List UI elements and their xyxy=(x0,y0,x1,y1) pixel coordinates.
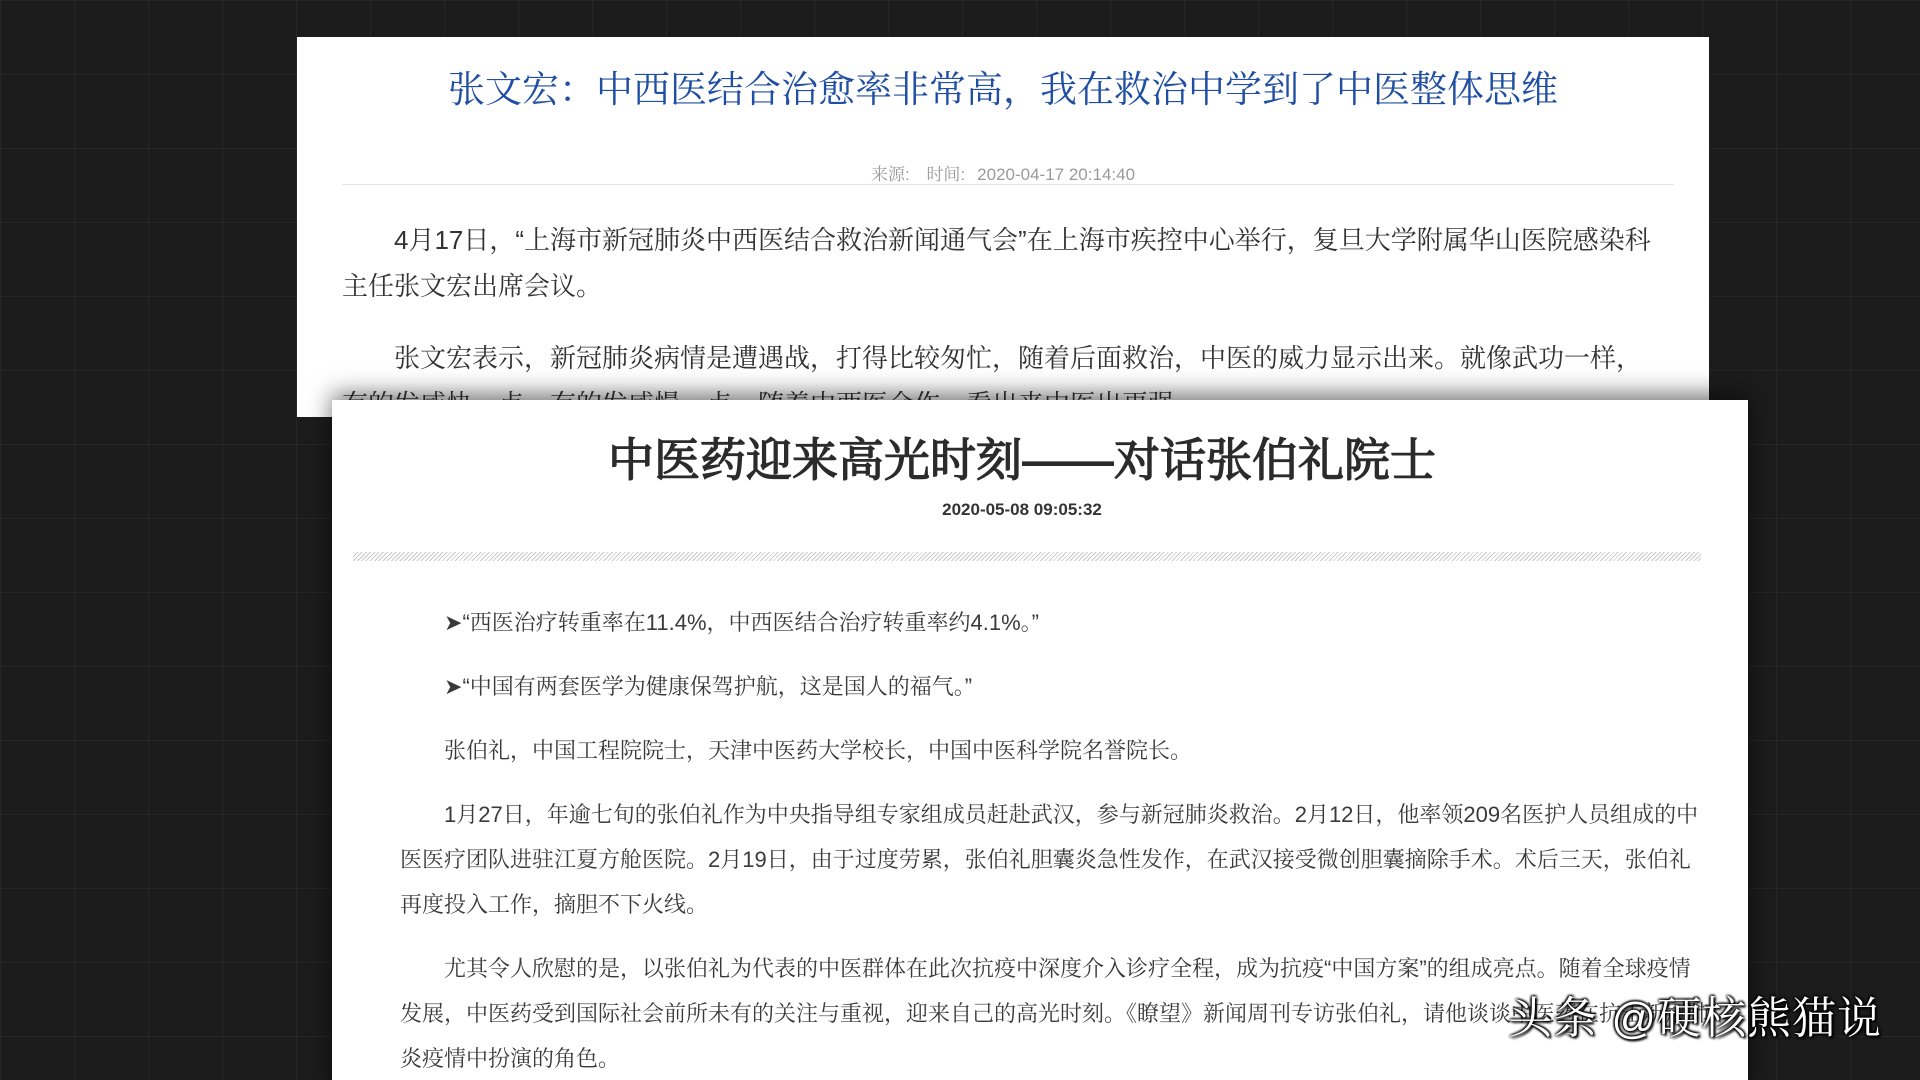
paragraph: 张文宏表示，新冠肺炎病情是遭遇战，打得比较匆忙，随着后面救治，中医的威力显示出来。就像武功一样， xyxy=(394,343,1643,373)
article-title: 张文宏：中西医结合治愈率非常高，我在救治中学到了中医整体思维 xyxy=(448,69,1558,110)
watermark-text: 头条 @硬核熊猫说 xyxy=(1508,994,1882,1043)
pull-quote xyxy=(400,664,1712,709)
arrow-bullet-icon: ➤ xyxy=(444,610,463,635)
article-card-zhang-wenhong xyxy=(297,37,1709,417)
divider xyxy=(342,184,1674,185)
paragraph: 4月17日，“上海市新冠肺炎中西医结合救治新闻通气会”在上海市疾控中心举行，复旦大学附属华山医院感染科主任张文宏出席会议。 xyxy=(342,225,1651,301)
article-meta xyxy=(297,160,1709,185)
pull-quote xyxy=(400,600,1712,645)
quote-text: “中国有两套医学为健康保驾护航，这是国人的福气。” xyxy=(462,674,973,699)
source-label: 来源: xyxy=(870,165,910,184)
paragraph: 1月27日，年逾七旬的张伯礼作为中央指导组专家组成员赶赴武汉，参与新冠肺炎救治。2月12日，他率领209名医护人员组成的中医医疗团队进驻江夏方舱医院。2月19日，由于过度劳累，张伯礼胆囊炎急性发作，在武汉接受微创胆囊摘除手术。术后三天，张伯礼再度投入工作，摘胆不下火线。 xyxy=(400,802,1699,917)
time-label: 时间: xyxy=(926,165,966,184)
paragraph: 尤其令人欣慰的是，以张伯礼为代表的中医群体在此次抗疫中深度介入诊疗全程，成为抗疫“中国方案”的组成亮点。随着全球疫情发展，中医药受到国际社会前所未有的关注与重视，迎来自己的高光时刻。《瞭望》新闻周刊专访张伯礼，请他谈谈中医药在抗击新冠肺炎疫情中扮演的角色。 xyxy=(400,956,1710,1071)
article-body xyxy=(342,217,1657,417)
publish-date: 2020-05-08 09:05:32 xyxy=(942,500,1102,519)
arrow-bullet-icon: ➤ xyxy=(444,674,463,699)
article-title: 中医药迎来高光时刻——对话张伯礼院士 xyxy=(608,434,1436,486)
paragraph: 张伯礼，中国工程院院士，天津中医药大学校长，中国中医科学院名誉院长。 xyxy=(444,738,1193,763)
quote-text: “西医治疗转重率在11.4%，中西医结合治疗转重率约4.1%。” xyxy=(462,610,1039,635)
publish-time: 2020-04-17 20:14:40 xyxy=(977,165,1136,184)
article-card-zhang-boli xyxy=(332,400,1748,1080)
hatched-divider xyxy=(353,552,1701,561)
